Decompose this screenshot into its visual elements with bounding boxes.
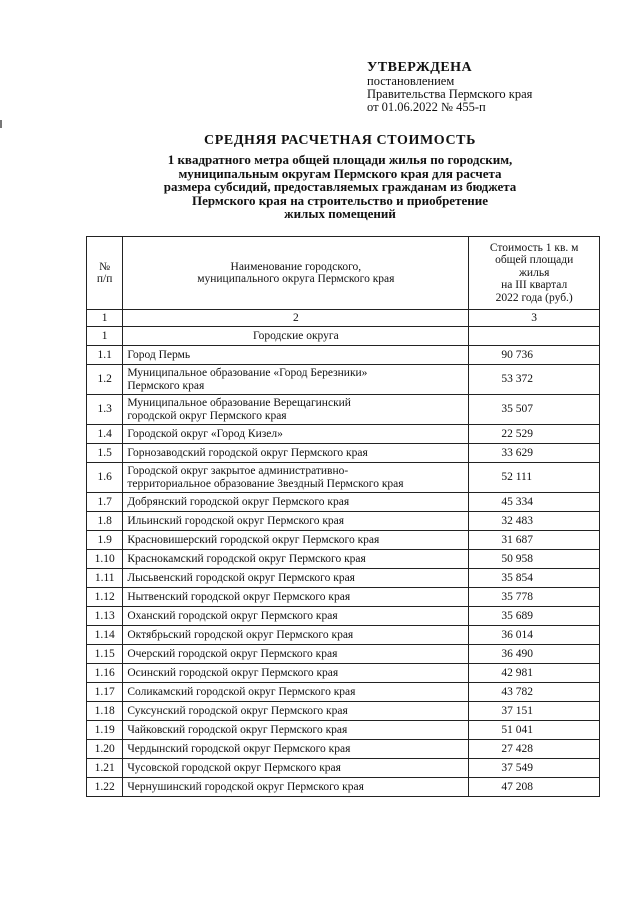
subtitle-line: муниципальным округам Пермского края для расчета [178, 165, 502, 181]
row-name-line: Чернушинский городской округ Пермского края [127, 780, 364, 793]
row-name-line: Чусовской городской округ Пермского края [127, 761, 341, 774]
row-name [123, 463, 469, 493]
row-number: 1.15 [87, 645, 123, 664]
subtitle-line: Пермского края на строительство и приобретение [192, 192, 488, 208]
row-cost-value: 35 507 [469, 395, 600, 425]
header-name [123, 237, 469, 310]
header-num [87, 237, 123, 310]
row-name-line: Городской округ закрытое административно- [127, 465, 349, 477]
row-number: 1.20 [87, 740, 123, 759]
header-num-line: п/п [96, 273, 113, 285]
row-number: 1.22 [87, 778, 123, 797]
row-number: 1.12 [87, 588, 123, 607]
row-name-line: Очерский городской округ Пермского края [127, 647, 338, 660]
approval-line: от 01.06.2022 № 455-п [367, 100, 486, 114]
row-name-line: Городской округ «Город Кизел» [127, 427, 283, 440]
title-main: СРЕДНЯЯ РАСЧЕТНАЯ СТОИМОСТЬ [204, 133, 476, 148]
header-value-line: жилья [518, 266, 550, 279]
header-name-line: муниципального округа Пермского края [197, 273, 395, 285]
row-name-line: Чайковский городской округ Пермского края [127, 723, 348, 736]
title-subtitle [100, 153, 580, 221]
row-name-line: городской округ Пермского края [127, 409, 287, 422]
table-row [87, 425, 600, 444]
table-row [87, 550, 600, 569]
row-cost-value: 50 958 [469, 550, 600, 569]
row-cost-value: 36 490 [469, 645, 600, 664]
row-name [123, 588, 469, 607]
group-value-empty [469, 327, 600, 346]
table-row [87, 626, 600, 645]
table-row [87, 346, 600, 365]
cost-table [86, 236, 600, 797]
row-number: 1.18 [87, 702, 123, 721]
row-name-line: Добрянский городской округ Пермского края [127, 495, 350, 508]
row-number: 1.9 [87, 531, 123, 550]
header-value-line: общей площади [495, 254, 574, 267]
table-row [87, 645, 600, 664]
row-cost-value: 90 736 [469, 346, 600, 365]
row-cost-value: 47 208 [469, 778, 600, 797]
row-number: 1.19 [87, 721, 123, 740]
row-name-line: территориальное образование Звездный Пермского края [127, 477, 404, 490]
row-name [123, 346, 469, 365]
row-cost-value: 35 854 [469, 569, 600, 588]
row-cost-value: 36 014 [469, 626, 600, 645]
row-number: 1.8 [87, 512, 123, 531]
row-name [123, 626, 469, 645]
row-name [123, 702, 469, 721]
table-row [87, 395, 600, 425]
row-name-line: Чердынский городской округ Пермского края [127, 742, 351, 755]
row-name [123, 550, 469, 569]
row-name-line: Муниципальное образование «Город Березники» [127, 367, 368, 379]
row-name-line: Нытвенский городской округ Пермского края [127, 590, 351, 603]
approval-line: постановлением [367, 74, 455, 88]
row-number: 1.16 [87, 664, 123, 683]
row-name-line: Горнозаводский городской округ Пермского края [127, 446, 368, 459]
column-index: 2 [123, 310, 469, 327]
approval-line: Правительства Пермского края [367, 87, 533, 101]
table-row [87, 588, 600, 607]
row-cost-value: 43 782 [469, 683, 600, 702]
row-name [123, 365, 469, 395]
row-name [123, 664, 469, 683]
subtitle-line: размера субсидий, предоставляемых гражданам из бюджета [163, 179, 517, 194]
approval-stamp [367, 60, 627, 114]
header-num-line: № [99, 260, 111, 273]
row-cost-value: 22 529 [469, 425, 600, 444]
row-name [123, 425, 469, 444]
row-name [123, 569, 469, 588]
group-num: 1 [87, 327, 123, 346]
row-name-line: Красновишерский городской округ Пермского края [127, 533, 380, 546]
approval-heading: УТВЕРЖДЕНА [367, 60, 473, 75]
table-row [87, 607, 600, 626]
row-number: 1.13 [87, 607, 123, 626]
table-row [87, 740, 600, 759]
table-row [87, 531, 600, 550]
column-index-row [87, 310, 600, 327]
group-row [87, 327, 600, 346]
row-name-line: Соликамский городской округ Пермского края [127, 685, 356, 698]
column-index: 1 [87, 310, 123, 327]
table-row [87, 463, 600, 493]
row-name [123, 721, 469, 740]
column-index: 3 [469, 310, 600, 327]
table-row [87, 702, 600, 721]
row-number: 1.7 [87, 493, 123, 512]
table-row [87, 365, 600, 395]
table-row [87, 778, 600, 797]
row-name-line: Пермского края [127, 379, 205, 392]
table-header-row [87, 237, 600, 310]
row-name [123, 645, 469, 664]
row-cost-value: 53 372 [469, 365, 600, 395]
row-name [123, 759, 469, 778]
row-name-line: Ильинский городской округ Пермского края [127, 514, 345, 527]
row-cost-value: 27 428 [469, 740, 600, 759]
table-row [87, 569, 600, 588]
row-name-line: Октябрьский городской округ Пермского края [127, 628, 354, 641]
row-cost-value: 51 041 [469, 721, 600, 740]
row-cost-value: 52 111 [469, 463, 600, 493]
row-number: 1.11 [87, 569, 123, 588]
row-name-line: Город Пермь [127, 348, 191, 361]
table-row [87, 664, 600, 683]
table-row [87, 444, 600, 463]
row-name-line: Краснокамский городской округ Пермского края [127, 552, 366, 565]
row-number: 1.14 [87, 626, 123, 645]
row-name [123, 444, 469, 463]
row-number: 1.5 [87, 444, 123, 463]
row-name-line: Лысьвенский городской округ Пермского края [127, 571, 355, 584]
row-cost-value: 32 483 [469, 512, 600, 531]
table-row [87, 493, 600, 512]
table-row [87, 721, 600, 740]
row-name [123, 778, 469, 797]
header-value-line: 2022 года (руб.) [495, 291, 573, 304]
table-row [87, 759, 600, 778]
row-number: 1.6 [87, 463, 123, 493]
row-name-line: Осинский городской округ Пермского края [127, 666, 339, 679]
row-name [123, 493, 469, 512]
subtitle-line: 1 квадратного метра общей площади жилья по городским, [167, 152, 513, 167]
row-name [123, 740, 469, 759]
header-value [469, 237, 600, 310]
row-cost-value: 33 629 [469, 444, 600, 463]
row-number: 1.1 [87, 346, 123, 365]
subtitle-line: жилых помещений [284, 206, 396, 221]
row-number: 1.10 [87, 550, 123, 569]
row-cost-value: 42 981 [469, 664, 600, 683]
row-cost-value: 45 334 [469, 493, 600, 512]
row-cost-value: 37 151 [469, 702, 600, 721]
header-name-line: Наименование городского, [230, 260, 362, 273]
row-number: 1.4 [87, 425, 123, 444]
row-cost-value: 37 549 [469, 759, 600, 778]
row-cost-value: 31 687 [469, 531, 600, 550]
row-name [123, 683, 469, 702]
row-name [123, 531, 469, 550]
document-title [100, 133, 580, 221]
row-number: 1.2 [87, 365, 123, 395]
row-cost-value: 35 778 [469, 588, 600, 607]
group-name: Городские округа [123, 327, 469, 346]
header-value-line: на III квартал [501, 279, 568, 292]
header-value-line: Стоимость 1 кв. м [489, 241, 579, 254]
row-cost-value: 35 689 [469, 607, 600, 626]
table-row [87, 512, 600, 531]
row-name-line: Муниципальное образование Верещагинский [127, 397, 351, 409]
row-number: 1.17 [87, 683, 123, 702]
row-name-line: Оханский городской округ Пермского края [127, 609, 338, 622]
scan-margin-mark [0, 120, 2, 128]
row-number: 1.3 [87, 395, 123, 425]
row-name [123, 395, 469, 425]
row-name-line: Суксунский городской округ Пермского края [127, 704, 348, 717]
row-name [123, 512, 469, 531]
table-row [87, 683, 600, 702]
row-name [123, 607, 469, 626]
row-number: 1.21 [87, 759, 123, 778]
